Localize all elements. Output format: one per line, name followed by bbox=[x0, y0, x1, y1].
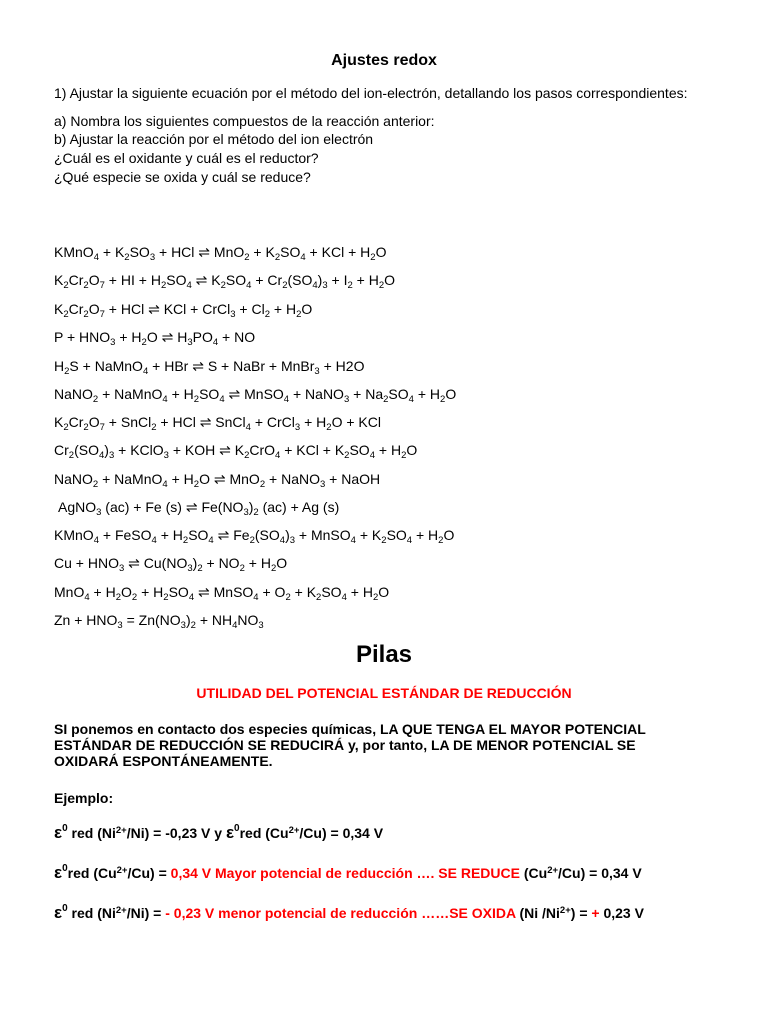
equation: AgNO$_3$ (ac) + Fe (s) ⇌ $Fe(NO_3)_2$ (ac) + Ag (s) bbox=[58, 499, 340, 518]
potential-line-1: $\varepsilon^0$ red $(Ni^{2+}/Ni) = -0,23$ V y $\varepsilon^0red$ $(Cu^{2+}/Cu) = 0,34$ V bbox=[54, 823, 384, 842]
example-label: Ejemplo: bbox=[54, 790, 114, 806]
equation: KMnO$_4$ + FeSO$_4$ + $H_2SO_4$ ⇌ $Fe_2(SO_4)_3$ + MnSO$_4$ + $K_2SO_4 + H_2O$ bbox=[54, 527, 455, 546]
question-a: a) Nombra los siguientes compuestos de la reacción anterior: bbox=[54, 113, 435, 129]
equation: $Cu + HNO_3$ ⇌ $Cu(NO_3)_2 + NO_2 + H_2O$ bbox=[54, 555, 288, 574]
equation: NaNO$_2$ + NaMnO$_4$ + $H_2O$ ⇌ MnO$_2$ + NaNO$_3$ + NaOH bbox=[54, 471, 381, 490]
equation: $Zn + HNO_3 = Zn(NO_3)_2 + NH_4NO_3$ bbox=[54, 612, 264, 631]
equation: NaNO$_2$ + NaMnO$_4$ + $H_2SO_4$ ⇌ MnSO$_4$ + NaNO$_3$ + $Na_2SO_4 + H_2O$ bbox=[54, 386, 457, 405]
oxidation-value: 0,23 V bbox=[599, 905, 644, 921]
question-c: ¿Cuál es el oxidante y cuál es el reductor? bbox=[54, 150, 319, 166]
explanation-paragraph: SI ponemos en contacto dos especies químicas, LA QUE TENGA EL MAYOR POTENCIAL ESTÁNDAR DE REDUCCIÓN SE REDUCIRÁ y, por tanto, LA DE MENOR POTENCIAL SE OXIDARÁ ESPONTÁNEAMENTE. bbox=[54, 721, 646, 769]
equation: $P + HNO_3 + H_2O$ ⇌ $H_3PO_4$ + NO bbox=[54, 329, 256, 348]
equation: $MnO_4 + H_2O_2 + H_2SO_4$ ⇌ MnSO$_4$ + $O_2 + K_2SO_4 + H_2O$ bbox=[54, 584, 390, 603]
section-title-pilas: Pilas bbox=[355, 641, 413, 668]
equation: $K_2Cr_2O_7$ + HCl ⇌ KCl + CrCl$_3$ + $Cl_2 + H_2O$ bbox=[54, 301, 313, 320]
exercise-intro: 1) Ajustar la siguiente ecuación por el método del ion-electrón, detallando los pasos correspondientes: bbox=[54, 85, 688, 101]
equation: $K_2Cr_2O_7$ + SnCl$_2$ + HCl ⇌ SnCl$_4$ + CrCl$_3$ + $H_2O$ + KCl bbox=[54, 414, 381, 433]
subtitle: UTILIDAD DEL POTENCIAL ESTÁNDAR DE REDUCCIÓN bbox=[196, 685, 572, 701]
reduce-statement: 0,34 V Mayor potencial de reducción …. SE REDUCE bbox=[170, 865, 520, 881]
potential-line-3: $\varepsilon^0$ red $(Ni^{2+}/Ni)$ = - 0,23 V menor potencial de reducción ……SE OXIDA (Ni $/Ni^{2+}$) = + 0,23 V bbox=[54, 903, 644, 922]
equation: $Cr_2(SO_4)_3$ + KClO$_3$ + KOH ⇌ $K_2CrO_4$ + KCl + $K_2SO_4 + H_2O$ bbox=[54, 442, 418, 461]
potential-line-2: $\varepsilon^0red$ $(Cu^{2+}/Cu) = 0,34$ V Mayor potencial de reducción …. SE REDUCE $(Cu^{2+}/Cu) = 0,34$ V bbox=[54, 863, 642, 882]
oxidize-statement: - 0,23 V menor potencial de reducción ……SE OXIDA bbox=[165, 905, 516, 921]
question-b: b) Ajustar la reacción por el método del ion electrón bbox=[54, 131, 374, 147]
section-title-redox: Ajustes redox bbox=[331, 52, 437, 69]
equation: $K_2Cr_2O_7$ + HI + $H_2SO_4$ ⇌ $K_2SO_4 + Cr_2(SO_4)_3 + I_2 + H_2O$ bbox=[54, 272, 396, 291]
equation: KMnO$_4$ + $K_2SO_3$ + HCl ⇌ $MnO_2 + K_2SO_4$ + KCl + $H_2O$ bbox=[54, 244, 387, 263]
plus-sign: + bbox=[591, 905, 600, 921]
question-d: ¿Qué especie se oxida y cuál se reduce? bbox=[54, 169, 311, 185]
equation: $H_2S$ + NaMnO$_4$ + HBr ⇌ S + NaBr + MnBr$_3$ + H2O bbox=[54, 358, 365, 377]
